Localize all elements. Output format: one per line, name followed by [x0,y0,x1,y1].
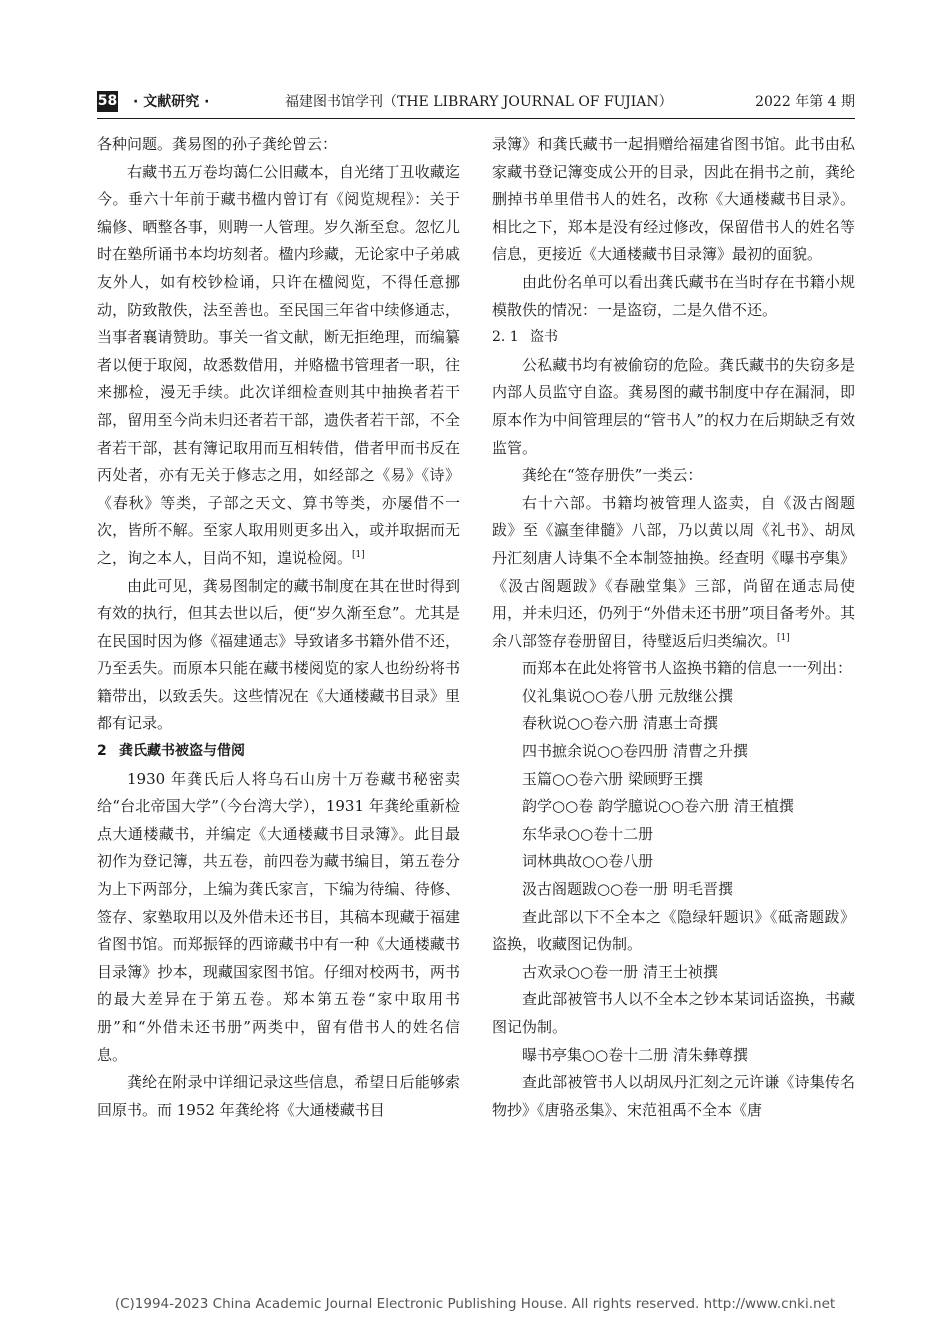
citation-ref[interactable]: [1] [777,632,790,643]
book-entry: 曝书亭集○○卷十二册 清朱彝尊撰 [522,1045,748,1064]
book-entry: 词林典故○○卷八册 [522,852,654,871]
paragraph: 公私藏书均有被偷窃的危险。龚氏藏书的失窃多是内部人员监守自盗。龚易图的藏书制度中存在漏洞，即原本作为中间管理层的“管书人”的权力在后期缺乏有效监管。 [492,355,855,457]
entry-note: 查此部以下不全本之《隐绿轩题识》《砥斋题跋》盗换，收藏图记伪制。 [492,907,855,954]
quote-text: 右藏书五万卷均蔼仁公旧藏本，自光绪丁丑收藏迄今。垂六十年前于藏书楹内曾订有《阅览规程》：关于编修、晒整各事，则聘一人管理。岁久渐至怠。忽忆儿时在塾所诵书本均坊刻者。楹内珍藏，无论家中子弟戚友外人，如有校钞检诵，只许在楹阅览，不得任意挪动，防致散佚，法至善也。至民国三年省中续修通志，当事者襄请赞助。事关一省文献，断无拒绝理，而编纂者以便于取阅，故悉数借用，并赂楹书管理者一职，往来挪检，漫无手续。此次详细检查则其中抽换者若干部，留用至今尚未归还者若干部，遗佚者若干部，不全者若干部，甚有簿记取用而互相转借，借者甲而书反在丙处者，亦有无关于修志之用，如经部之《易》《诗》《春秋》等类，子部之天文、算书等类，亦屡借不一次，皆所不解。至家人取用则更多出入，或并取据而无之，询之本人，目尚不知，遑说检阅。 [97,162,460,567]
page-header [97,91,855,115]
section-heading [97,738,460,766]
paragraph: 录簿》和龚氏藏书一起捐赠给福建省图书馆。此书由私家藏书登记簿变成公开的目录，因此在捐书之前，龚纶删掉书单里借书人的姓名，改称《大通楼藏书目录》。相比之下，郑本是没有经过修改，保留借书人的姓名等信息，更接近《大通楼藏书目录簿》最初的面貌。 [492,135,855,264]
citation-ref[interactable]: [1] [352,549,365,560]
paragraph: 1930 年龚氏后人将乌石山房十万卷藏书秘密卖给“台北帝国大学”（今台湾大学），1931 年龚纶重新检点大通楼藏书，并编定《大通楼藏书目录簿》。此目最初作为登记簿，共五卷，前四卷为藏书编目，第五卷分为上下两部分，上编为龚氏家言，下编为待编、待修、签存、家塾取用以及外借未还书目，其稿本现藏于福建省图书馆。而郑振铎的西谛藏书中有一种《大通楼藏书目录簿》抄本，现藏国家图书馆。仔细对校两书，两书的最大差异在于第五卷。郑本第五卷“家中取用书册”和“外借未还书册”两类中，留有借书人的姓名信息。 [97,769,460,1064]
section-label: · 文献研究 · [133,94,210,110]
section-title: 龚氏藏书被盗与借阅 [119,743,245,760]
copyright-footer: (C)1994-2023 China Academic Journal Electronic Publishing House. All rights reserved. http://www.cnki.net [114,1296,836,1312]
paragraph: 各种问题。龚易图的孙子龚纶曾云： [97,135,338,153]
journal-title: 福建图书馆学刊（THE LIBRARY JOURNAL OF FUJIAN） [285,94,673,110]
quote-text: 右十六部。书籍均被管理人盗卖，自《汲古阁题跋》至《瀛奎律髓》八部，乃以黄以周《礼书》、胡凤丹汇刻唐人诗集不全本制签抽换。经查明《曝书亭集》《汲古阁题跋》《春融堂集》三部，尚留在通志局使用，并未归还，仍列于“外借未还书册”项目备考外。其余八部签存卷册留目，待璧返后归类编次。 [492,493,855,650]
subsection-number: 2. 1 [492,329,519,346]
book-entry: 玉篇○○卷六册 梁顾野王撰 [522,769,703,788]
book-entry: 韵学○○卷 韵学臆说○○卷六册 清王植撰 [522,797,794,816]
entry-note: 查此部被管书人以胡凤丹汇刻之元许谦《诗集传名物抄》《唐骆丞集》、宋范祖禹不全本《唐 [492,1073,855,1119]
book-entry: 汲古阁题跋○○卷一册 明毛晋撰 [522,880,733,899]
book-entry: 四书摭余说○○卷四册 清曹之升撰 [522,742,748,761]
book-entry: 东华录○○卷十二册 [522,824,654,843]
section-number: 2 [97,743,107,760]
subsection-title: 盗书 [530,329,558,346]
block-quote [492,490,855,656]
left-column [97,131,460,1124]
right-column [492,131,855,1124]
header-rule [97,118,855,119]
book-entry: 仪礼集说○○卷八册 元敖继公撰 [522,686,733,705]
page-number: 58 [97,91,118,112]
subsection-heading [492,324,855,352]
paragraph: 由此份名单可以看出龚氏藏书在当时存在书籍小规模散佚的情况：一是盗窃，二是久借不还。 [492,272,855,319]
issue-label: 2022 年第 4 期 [755,94,855,110]
paragraph: 而郑本在此处将管书人盗换书籍的信息一一列出： [522,659,853,678]
entry-note: 查此部被管书人以不全本之钞本某词话盗换，书藏图记伪制。 [492,990,855,1036]
block-quote [97,159,460,573]
paragraph: 龚纶在“签存册佚”一类云： [522,466,703,485]
paragraph: 龚纶在附录中详细记录这些信息，希望日后能够索回原书。而 1952 年龚纶将《大通楼藏书目 [97,1073,460,1119]
book-entry: 古欢录○○卷一册 清王士祯撰 [522,962,718,981]
paragraph: 由此可见，龚易图制定的藏书制度在其在世时得到有效的执行，但其去世以后，便“岁久渐至怠”。尤其是在民国时因为修《福建通志》导致诸多书籍外借不还，乃至丢失。而原本只能在藏书楼阅览的家人也纷纷将书籍带出，以致丢失。这些情况在《大通楼藏书目录》里都有记录。 [97,576,460,733]
book-entry: 春秋说○○卷六册 清惠士奇撰 [522,714,718,733]
